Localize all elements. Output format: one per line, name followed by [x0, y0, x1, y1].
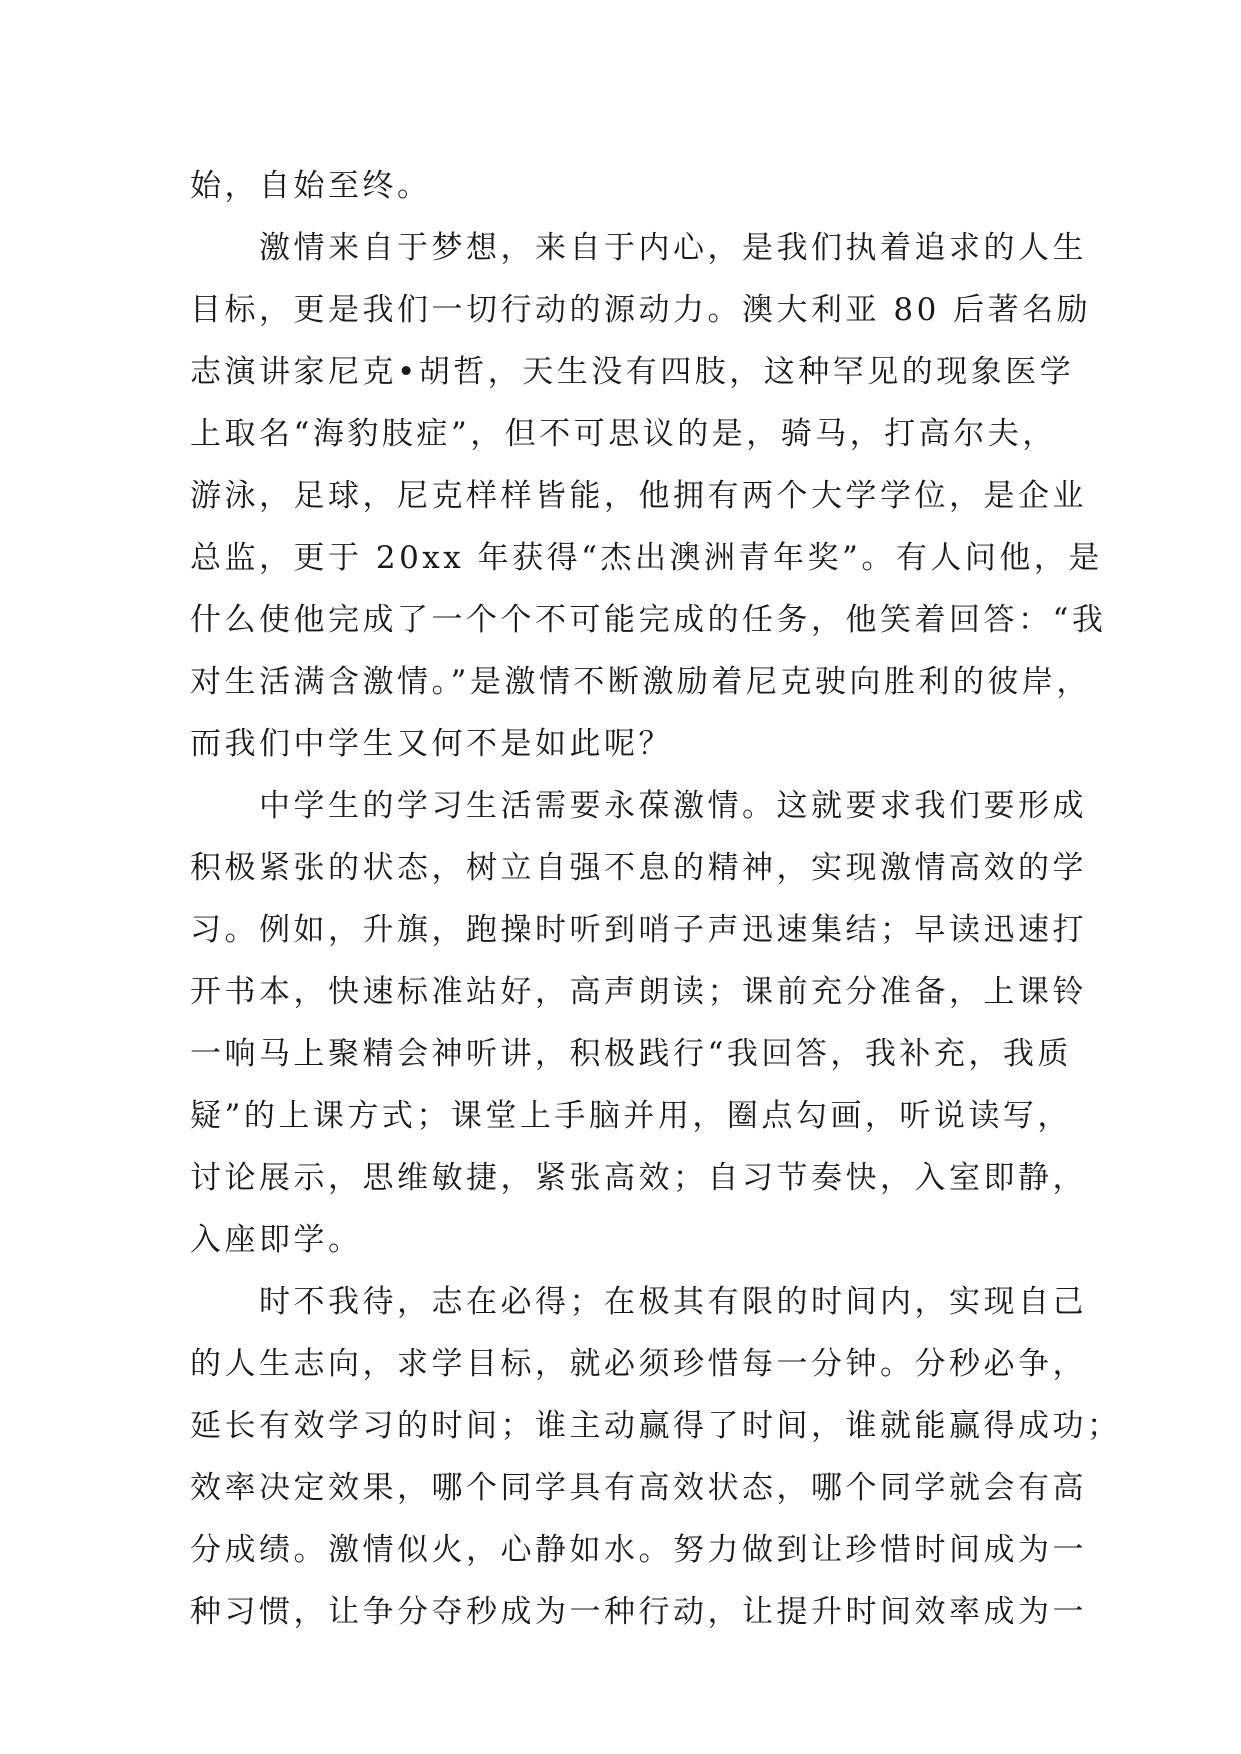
text-line: 效率决定效果，哪个同学具有高效状态，哪个同学就会有高 — [190, 1470, 1087, 1506]
text-line: 时不我待，志在必得；在极其有限的时间内，实现自己 — [190, 1284, 1087, 1320]
text-line: 总监，更于 20xx 年获得“杰出澳洲青年奖”。有人问他，是 — [190, 540, 1103, 576]
text-line: 积极紧张的状态，树立自强不息的精神，实现激情高效的学 — [190, 850, 1087, 886]
document-body — [190, 155, 1122, 1643]
text-line: 疑”的上课方式；课堂上手脑并用，圈点勾画，听说读写， — [190, 1098, 1072, 1134]
text-line: 一响马上聚精会神听讲，积极践行“我回答，我补充，我质 — [190, 1036, 1072, 1072]
text-line: 分成绩。激情似火，心静如水。努力做到让珍惜时间成为一 — [190, 1532, 1087, 1568]
text-line: 对生活满含激情。”是激情不断激励着尼克驶向胜利的彼岸， — [190, 664, 1091, 700]
text-line: 习。例如，升旗，跑操时听到哨子声迅速集结；早读迅速打 — [190, 912, 1087, 948]
text-line: 上取名“海豹肢症”，但不可思议的是，骑马，打高尔夫， — [190, 416, 1057, 452]
text-line: 目标，更是我们一切行动的源动力。澳大利亚 80 后著名励 — [190, 292, 1092, 328]
text-line: 入座即学。 — [190, 1222, 363, 1258]
text-line: 什么使他完成了一个个不可能完成的任务，他笑着回答：“我 — [190, 602, 1107, 638]
text-line: 种习惯，让争分夺秒成为一种行动，让提升时间效率成为一 — [190, 1594, 1087, 1630]
text-line: 的人生志向，求学目标，就必须珍惜每一分钟。分秒必争， — [190, 1346, 1087, 1382]
text-line: 游泳，足球，尼克样样皆能，他拥有两个大学学位，是企业 — [190, 478, 1087, 514]
paragraph-2 — [190, 217, 1107, 775]
paragraph-4 — [190, 1271, 1122, 1643]
text-line: 始，自始至终。 — [190, 168, 432, 204]
text-line: 中学生的学习生活需要永葆激情。这就要求我们要形成 — [190, 788, 1087, 824]
paragraph-1 — [190, 155, 1070, 217]
text-line: 激情来自于梦想，来自于内心，是我们执着追求的人生 — [190, 230, 1087, 266]
text-line: 开书本，快速标准站好，高声朗读；课前充分准备，上课铃 — [190, 974, 1087, 1010]
text-line: 延长有效学习的时间；谁主动赢得了时间，谁就能赢得成功； — [190, 1408, 1122, 1444]
paragraph-3 — [190, 775, 1087, 1271]
text-line: 志演讲家尼克•胡哲，天生没有四肢，这种罕见的现象医学 — [190, 354, 1075, 390]
text-line: 而我们中学生又何不是如此呢？ — [190, 726, 673, 762]
text-line: 讨论展示，思维敏捷，紧张高效；自习节奏快，入室即静， — [190, 1160, 1087, 1196]
